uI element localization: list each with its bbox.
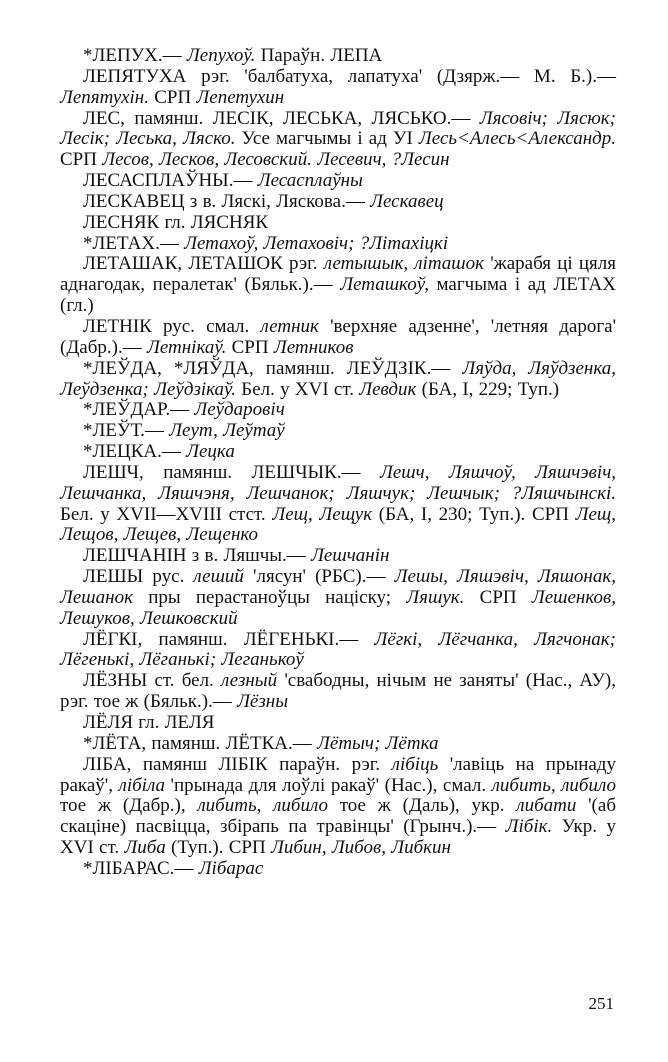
- entry-text: Бел. у XVII—XVIII стст.: [60, 503, 273, 525]
- dictionary-entry: [60, 671, 616, 713]
- dictionary-entry: [60, 359, 616, 401]
- dictionary-entry: [60, 46, 616, 67]
- dictionary-entry: [60, 755, 616, 859]
- entry-text: ЛЕСКАВЕЦ з в. Ляскі, Ляскова.—: [83, 190, 371, 212]
- entry-text: ЛЕШЧАНІН з в. Ляшчы.—: [83, 545, 312, 567]
- entry-text: ЛЕШЫ рус.: [83, 566, 194, 588]
- entry-text: Параўн. ЛЕПА: [255, 45, 383, 66]
- entry-italic-text: Лепятухін.: [60, 86, 149, 108]
- entry-italic-text: Либин, Либов, Либкин: [270, 837, 451, 859]
- entries-column: [60, 46, 616, 880]
- entry-text: *ЛЕЎТ.—: [83, 420, 170, 442]
- entry-italic-text: Ляўда, Ляўдзенка, Леўдзенка; Леўдзікаў.: [60, 357, 616, 400]
- page-number: 251: [588, 994, 614, 1013]
- dictionary-entry: [60, 317, 616, 359]
- entry-text: ЛЕС, памянш. ЛЕСІК, ЛЕСЬКА, ЛЯСЬКО.—: [83, 107, 480, 129]
- entry-italic-text: Лешч, Ляшчоў, Ляшчэвіч, Лешчанка, Ляшчэня, Лешчанок; Ляшчук; Лешчык; ?Ляшчынскі.: [60, 461, 617, 504]
- entry-italic-text: Лёгкі, Лёгчанка, Лягчонак; Лёгенькі, Лёганькі; Леганькоў: [60, 628, 616, 671]
- entry-italic-text: Лешенков, Лешуков, Лешковский: [60, 586, 616, 629]
- dictionary-entry: [60, 192, 616, 213]
- entry-text: Бел. у XVI ст.: [236, 378, 360, 400]
- entry-text: 'свабодны, нічым не заняты' (Нас., АУ), рэг. тое ж (Бяльк.).—: [60, 670, 616, 713]
- entry-text: ЛЁЛЯ гл. ЛЕЛЯ: [83, 712, 215, 733]
- entry-text: ЛЕПЯТУХА рэг. 'балбатуха, лапатуха' (Дзярж.— М. Б.).—: [83, 65, 616, 87]
- entry-italic-text: Лепетухин: [196, 86, 285, 108]
- entry-text: *ЛЁТА, памянш. ЛЁТКА.—: [83, 732, 318, 754]
- entry-text: *ЛЕЎДАР.—: [83, 399, 195, 421]
- dictionary-entry: [60, 630, 616, 672]
- entry-italic-text: Лётыч; Лётка: [317, 732, 439, 754]
- dictionary-entry: [60, 567, 616, 630]
- entry-italic-text: Лецка: [186, 441, 235, 463]
- entry-italic-text: Левдик: [359, 378, 417, 400]
- entry-italic-text: Либа: [124, 837, 166, 859]
- dictionary-entry: [60, 109, 616, 172]
- entry-text: (Туп.). СРП: [165, 837, 271, 859]
- entry-text: Укр. у XVI ст.: [60, 816, 616, 859]
- dictionary-entry: [60, 254, 616, 317]
- entry-italic-text: Лесасплаўны: [257, 170, 363, 192]
- dictionary-entry: [60, 400, 616, 421]
- entry-italic-text: лібіла: [118, 774, 165, 796]
- entry-italic-text: Лескавец: [370, 190, 444, 212]
- entry-italic-text: летник: [260, 315, 319, 337]
- dictionary-entry: [60, 463, 616, 546]
- entry-italic-text: Леўдаровіч: [194, 399, 285, 421]
- dictionary-entry: [60, 546, 616, 567]
- entry-text: ЛІБА, памянш ЛІБІК параўн. рэг.: [83, 753, 392, 775]
- entry-text: СРП: [60, 149, 103, 171]
- entry-text: тое ж (Даль), укр.: [327, 795, 517, 817]
- entry-text: тое ж (Дабр.),: [60, 795, 198, 817]
- entry-text: ЛЕТАШАК, ЛЕТАШОК рэг.: [83, 253, 324, 275]
- entry-italic-text: Лесь<Алесь<Александр.: [418, 128, 617, 150]
- entry-italic-text: Лещ, Лещов, Лещев, Лещенко: [60, 503, 617, 546]
- dictionary-entry: [60, 213, 616, 234]
- entry-text: *ЛІБАРАС.—: [83, 857, 199, 879]
- entry-text: (БА, I, 229; Туп.): [416, 378, 560, 400]
- entry-text: 'верхняе адзенне', 'летняя дарога' (Дабр.).—: [60, 315, 616, 358]
- entry-text: Усе магчымы і ад УІ: [235, 128, 419, 150]
- entry-italic-text: лезный: [221, 670, 278, 692]
- entry-italic-text: Летахоў, Летаховіч; ?Літахіцкі: [184, 232, 449, 254]
- entry-italic-text: Лешчанін: [311, 545, 390, 567]
- entry-italic-text: Ляшук.: [406, 586, 465, 608]
- entry-italic-text: либить, либило: [491, 774, 617, 796]
- entry-italic-text: Лещ, Лещук: [272, 503, 373, 525]
- entry-text: СРП: [148, 86, 197, 108]
- entry-italic-text: Леут, Леўтаў: [169, 420, 285, 442]
- entry-italic-text: Леташкоў,: [340, 274, 429, 296]
- entry-italic-text: Лёзны: [237, 691, 289, 713]
- entry-text: 'прынада для лоўлі ракаў' (Нас.), смал.: [164, 774, 492, 796]
- entry-italic-text: Лепухоў.: [186, 45, 256, 66]
- entry-italic-text: Лешы, Ляшэвіч, Ляшонак, Лешанок: [60, 566, 616, 608]
- entry-text: (БА, I, 230; Туп.). СРП: [372, 503, 576, 525]
- entry-italic-text: Летников: [273, 336, 354, 358]
- dictionary-entry: [60, 67, 616, 109]
- entry-text: *ЛЕПУХ.—: [83, 45, 187, 66]
- dictionary-entry: [60, 171, 616, 192]
- dictionary-entry: [60, 734, 616, 755]
- entry-italic-text: Лібарас: [198, 857, 264, 879]
- entry-text: магчыма і ад ЛЕТАХ (гл.): [60, 274, 616, 317]
- entry-text: ЛЕСАСПЛАЎНЫ.—: [83, 170, 258, 192]
- dictionary-entry: [60, 234, 616, 255]
- dictionary-entry: [60, 421, 616, 442]
- entry-text: 'лавіць на прынаду ракаў',: [60, 753, 616, 796]
- entry-italic-text: Лібік.: [505, 816, 553, 838]
- entry-text: 'жарабя ці цяля аднагодак, пералетак' (Бяльк.).—: [60, 253, 616, 296]
- entry-italic-text: леший: [193, 566, 244, 588]
- entry-italic-text: либати: [516, 795, 577, 817]
- entry-text: 'лясун' (РБС).—: [243, 566, 395, 588]
- entry-text: *ЛЕЦКА.—: [83, 441, 187, 463]
- dictionary-entry: [60, 859, 616, 880]
- dictionary-entry: [60, 442, 616, 463]
- entry-italic-text: лібіць: [391, 753, 439, 775]
- entry-text: ЛЕШЧ, памянш. ЛЕШЧЫК.—: [83, 461, 380, 483]
- entry-text: '(аб скацінe) пасвіцца, збірапь па травінцы' (Грынч.).—: [60, 795, 616, 838]
- entry-text: *ЛЕЎДА, *ЛЯЎДА, памянш. ЛЕЎДЗІК.—: [83, 357, 463, 379]
- dictionary-entry: [60, 713, 616, 734]
- entry-italic-text: летышык, літашок: [323, 253, 485, 275]
- entry-italic-text: Лясовіч; Лясюк; Лесік; Леська, Ляско.: [60, 107, 617, 150]
- entry-text: ЛЕТНІК рус. смал.: [83, 315, 261, 337]
- entry-text: ЛЕСНЯК гл. ЛЯСНЯК: [83, 211, 269, 233]
- entry-text: *ЛЕТАХ.—: [83, 232, 185, 254]
- entry-text: СРП: [226, 336, 274, 358]
- entry-text: пры перастаноўцы націску;: [132, 586, 407, 608]
- entry-text: СРП: [464, 586, 532, 608]
- entry-italic-text: Летнікаў.: [146, 336, 227, 358]
- entry-text: ЛЁГКІ, памянш. ЛЁГЕНЬКІ.—: [83, 628, 375, 650]
- entry-italic-text: либить, либило: [197, 795, 328, 817]
- entry-text: ЛЁЗНЫ ст. бел.: [83, 670, 221, 692]
- entry-italic-text: Лесов, Лесков, Лесовский. Лесевич, ?Лесин: [102, 149, 450, 171]
